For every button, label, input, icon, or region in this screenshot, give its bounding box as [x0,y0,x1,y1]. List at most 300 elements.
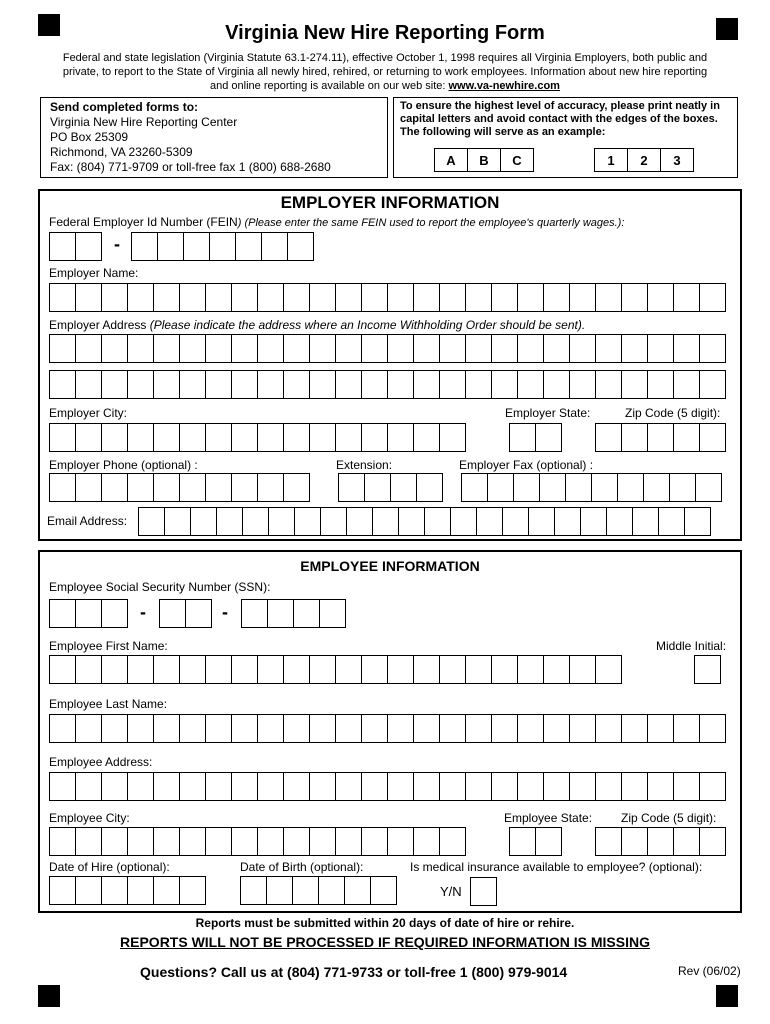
char-box[interactable] [335,714,362,743]
char-box[interactable] [695,473,722,502]
char-box[interactable] [517,283,544,312]
char-box[interactable] [75,473,102,502]
char-box[interactable] [231,334,258,363]
employee-state-label: Employee State: [504,811,593,825]
char-box[interactable] [309,772,336,801]
char-box[interactable] [131,232,158,261]
char-box[interactable] [231,370,258,399]
char-box[interactable] [344,876,371,905]
char-box[interactable] [387,423,414,452]
char-box[interactable] [569,283,596,312]
char-box[interactable] [294,507,321,536]
char-box[interactable] [127,876,154,905]
char-box[interactable] [179,714,206,743]
char-box[interactable] [621,370,648,399]
char-box[interactable] [179,283,206,312]
char-box[interactable] [49,283,76,312]
char-box[interactable] [413,714,440,743]
char-box[interactable] [595,283,622,312]
char-box[interactable] [673,370,700,399]
char-box[interactable] [439,772,466,801]
char-box[interactable] [153,423,180,452]
char-box[interactable] [49,232,76,261]
char-box[interactable] [673,714,700,743]
char-box[interactable] [183,232,210,261]
char-box[interactable] [49,334,76,363]
char-box[interactable] [491,283,518,312]
char-box[interactable] [617,473,644,502]
char-box[interactable] [543,655,570,684]
char-box[interactable] [49,827,76,856]
char-box[interactable] [179,473,206,502]
char-box[interactable] [439,827,466,856]
char-box[interactable] [335,283,362,312]
char-box[interactable] [543,283,570,312]
char-box[interactable] [509,423,536,452]
char-box[interactable] [699,283,726,312]
char-box[interactable] [673,827,700,856]
char-box[interactable] [621,772,648,801]
char-box[interactable] [491,655,518,684]
char-box[interactable] [49,473,76,502]
char-box[interactable] [101,334,128,363]
char-box[interactable] [49,714,76,743]
char-box[interactable] [75,655,102,684]
char-box[interactable] [75,827,102,856]
char-box[interactable] [231,655,258,684]
char-box[interactable] [283,772,310,801]
char-box[interactable] [179,334,206,363]
char-box[interactable] [231,473,258,502]
char-box[interactable] [335,772,362,801]
char-box[interactable] [673,334,700,363]
char-box[interactable] [595,714,622,743]
char-box[interactable] [101,772,128,801]
char-box[interactable] [569,370,596,399]
char-box[interactable] [240,876,267,905]
char-box[interactable] [699,370,726,399]
char-box[interactable] [517,370,544,399]
char-box[interactable] [179,876,206,905]
char-box[interactable] [216,507,243,536]
char-box[interactable] [699,423,726,452]
char-box[interactable] [535,827,562,856]
char-box[interactable] [179,423,206,452]
char-box[interactable] [267,599,294,628]
char-box[interactable] [49,599,76,628]
char-box[interactable] [153,370,180,399]
char-box[interactable] [413,370,440,399]
insurance-yn-box [470,877,496,906]
char-box[interactable] [293,599,320,628]
char-box[interactable] [153,714,180,743]
char-box[interactable] [694,655,721,684]
char-box[interactable] [439,370,466,399]
char-box[interactable] [669,473,696,502]
char-box[interactable] [153,772,180,801]
char-box[interactable] [127,423,154,452]
char-box[interactable] [235,232,262,261]
char-box[interactable] [127,772,154,801]
char-box[interactable] [309,423,336,452]
char-box[interactable] [372,507,399,536]
char-box[interactable] [101,370,128,399]
char-box[interactable] [413,283,440,312]
char-box[interactable] [361,370,388,399]
char-box[interactable] [309,827,336,856]
char-box[interactable] [591,473,618,502]
char-box[interactable] [75,423,102,452]
char-box[interactable] [231,714,258,743]
char-box[interactable] [101,423,128,452]
char-box[interactable] [361,714,388,743]
char-box[interactable] [231,827,258,856]
char-box[interactable] [153,655,180,684]
char-box[interactable] [364,473,391,502]
char-box[interactable] [535,423,562,452]
char-box[interactable] [699,714,726,743]
char-box[interactable] [361,423,388,452]
char-box[interactable] [190,507,217,536]
char-box[interactable] [309,655,336,684]
char-box[interactable] [335,655,362,684]
char-box[interactable] [621,334,648,363]
char-box[interactable] [101,473,128,502]
char-box[interactable] [205,473,232,502]
char-box[interactable] [580,507,607,536]
registration-mark-bottom-right [716,985,738,1007]
char-box[interactable] [569,334,596,363]
char-box[interactable] [257,655,284,684]
char-box[interactable] [413,334,440,363]
char-box[interactable] [283,283,310,312]
char-box[interactable] [647,423,674,452]
send-to-heading: Send completed forms to: [50,100,199,114]
char-box[interactable] [257,714,284,743]
char-box[interactable] [361,772,388,801]
char-box[interactable] [450,507,477,536]
char-box[interactable] [647,283,674,312]
char-box[interactable] [517,334,544,363]
char-box[interactable] [632,507,659,536]
char-box[interactable] [179,370,206,399]
char-box[interactable] [335,334,362,363]
char-box[interactable] [101,876,128,905]
char-box[interactable] [387,370,414,399]
char-box[interactable] [241,599,268,628]
char-box[interactable] [387,655,414,684]
char-box[interactable] [49,370,76,399]
char-box[interactable] [283,827,310,856]
char-box[interactable] [684,507,711,536]
char-box[interactable] [491,334,518,363]
char-box[interactable] [309,714,336,743]
employer-phone-label: Employer Phone (optional) : [49,458,198,472]
char-box[interactable] [595,423,622,452]
char-box[interactable] [465,283,492,312]
char-box[interactable] [387,827,414,856]
char-box[interactable] [387,714,414,743]
char-box[interactable] [517,655,544,684]
char-box[interactable] [75,370,102,399]
char-box[interactable] [209,232,236,261]
char-box[interactable] [49,772,76,801]
char-box[interactable] [157,232,184,261]
char-box[interactable] [699,334,726,363]
first-name-label: Employee First Name: [49,639,168,653]
char-box[interactable] [595,655,622,684]
char-box[interactable] [470,877,497,906]
extension-boxes [338,473,442,502]
char-box[interactable] [75,714,102,743]
char-box[interactable] [127,334,154,363]
char-box[interactable] [513,473,540,502]
char-box[interactable] [699,772,726,801]
char-box[interactable] [127,283,154,312]
char-box[interactable] [413,827,440,856]
employee-heading: EMPLOYEE INFORMATION [300,558,480,574]
char-box[interactable] [569,772,596,801]
char-box[interactable] [231,772,258,801]
char-box[interactable] [424,507,451,536]
char-box[interactable] [647,334,674,363]
send-to-line: Richmond, VA 23260-5309 [50,145,193,159]
char-box[interactable] [621,827,648,856]
char-box[interactable] [127,714,154,743]
char-box[interactable] [413,655,440,684]
char-box[interactable] [621,423,648,452]
char-box[interactable] [309,370,336,399]
employee-address-boxes [49,772,725,801]
char-box[interactable] [257,283,284,312]
char-box[interactable] [205,714,232,743]
employer-state-boxes [509,423,561,452]
char-box[interactable] [266,876,293,905]
char-box[interactable] [413,423,440,452]
char-box[interactable] [487,473,514,502]
char-box[interactable] [370,876,397,905]
char-box[interactable] [257,423,284,452]
char-box[interactable] [502,507,529,536]
char-box[interactable] [320,507,347,536]
char-box[interactable] [283,423,310,452]
char-box[interactable] [292,876,319,905]
char-box[interactable] [606,507,633,536]
char-box[interactable] [439,334,466,363]
char-box[interactable] [439,423,466,452]
char-box[interactable] [543,370,570,399]
char-box[interactable] [283,370,310,399]
char-box[interactable] [461,473,488,502]
char-box[interactable] [335,827,362,856]
char-box[interactable] [159,599,186,628]
char-box[interactable] [283,714,310,743]
char-box[interactable] [554,507,581,536]
char-box[interactable] [517,772,544,801]
char-box[interactable] [75,876,102,905]
char-box[interactable] [49,876,76,905]
char-box[interactable] [49,423,76,452]
char-box[interactable] [153,827,180,856]
example-instructions: To ensure the highest level of accuracy, please print neatly in capital letters and avoid contact with the edges of the boxes. The following will serve as an example: [400,100,720,138]
char-box[interactable] [231,283,258,312]
char-box[interactable] [257,827,284,856]
char-box[interactable] [127,370,154,399]
char-box[interactable] [465,772,492,801]
revision-label: Rev (06/02) [678,964,741,978]
char-box[interactable] [127,473,154,502]
char-box[interactable] [361,827,388,856]
char-box[interactable] [257,370,284,399]
char-box[interactable] [309,283,336,312]
char-box[interactable] [338,473,365,502]
send-to-line: Virginia New Hire Reporting Center [50,115,238,129]
char-box[interactable] [543,334,570,363]
char-box[interactable] [231,423,258,452]
char-box[interactable] [138,507,165,536]
middle-initial-box [694,655,720,684]
char-box[interactable] [621,283,648,312]
char-box[interactable] [309,334,336,363]
char-box[interactable] [75,283,102,312]
char-box[interactable] [101,827,128,856]
char-box[interactable] [205,827,232,856]
char-box[interactable] [101,283,128,312]
char-box[interactable] [413,772,440,801]
char-box[interactable] [565,473,592,502]
char-box[interactable] [287,232,314,261]
char-box[interactable] [153,473,180,502]
example-letters [434,148,533,172]
char-box[interactable] [361,334,388,363]
char-box[interactable] [75,772,102,801]
char-box[interactable] [335,370,362,399]
char-box[interactable] [205,334,232,363]
char-box[interactable] [179,772,206,801]
char-box[interactable] [101,714,128,743]
char-box[interactable] [673,772,700,801]
char-box[interactable] [621,714,648,743]
char-box[interactable] [261,232,288,261]
char-box[interactable] [283,655,310,684]
website-link[interactable]: www.va-newhire.com [448,80,560,92]
char-box[interactable] [153,876,180,905]
char-box[interactable] [205,772,232,801]
char-box[interactable] [539,473,566,502]
char-box[interactable] [346,507,373,536]
char-box[interactable] [127,655,154,684]
char-box[interactable] [242,507,269,536]
char-box[interactable] [509,827,536,856]
char-box[interactable] [127,827,154,856]
char-box[interactable] [179,655,206,684]
char-box[interactable] [465,334,492,363]
char-box[interactable] [75,599,102,628]
char-box[interactable] [75,334,102,363]
email-boxes [138,507,710,536]
char-box[interactable] [595,827,622,856]
fein-label [49,215,624,229]
char-box[interactable] [416,473,443,502]
char-box[interactable] [647,827,674,856]
char-box[interactable] [153,334,180,363]
employee-city-label: Employee City: [49,811,130,825]
char-box[interactable] [595,772,622,801]
char-box[interactable] [476,507,503,536]
char-box[interactable] [361,655,388,684]
char-box[interactable] [205,655,232,684]
char-box[interactable] [361,283,388,312]
char-box[interactable] [101,655,128,684]
char-box[interactable] [699,827,726,856]
char-box[interactable] [543,772,570,801]
char-box[interactable] [465,714,492,743]
char-box[interactable] [283,334,310,363]
char-box[interactable] [491,772,518,801]
char-box[interactable] [283,473,310,502]
char-box[interactable] [673,283,700,312]
char-box[interactable] [517,714,544,743]
char-box[interactable] [595,370,622,399]
char-box[interactable] [491,714,518,743]
char-box[interactable] [647,370,674,399]
char-box[interactable] [439,283,466,312]
char-box[interactable] [647,772,674,801]
char-box[interactable] [658,507,685,536]
char-box[interactable] [185,599,212,628]
char-box[interactable] [49,655,76,684]
char-box[interactable] [673,423,700,452]
char-box[interactable] [205,283,232,312]
char-box[interactable] [543,714,570,743]
char-box[interactable] [164,507,191,536]
char-box[interactable] [528,507,555,536]
char-box[interactable] [205,370,232,399]
fein-note: ) (Please enter the same FEIN used to report the employee's quarterly wages.): [237,217,625,229]
char-box[interactable] [205,423,232,452]
char-box[interactable] [390,473,417,502]
char-box[interactable] [257,772,284,801]
char-box[interactable] [439,714,466,743]
char-box[interactable] [268,507,295,536]
char-box[interactable] [398,507,425,536]
char-box[interactable] [387,772,414,801]
char-box[interactable] [318,876,345,905]
char-box[interactable] [569,714,596,743]
char-box[interactable] [465,655,492,684]
char-box[interactable] [319,599,346,628]
char-box[interactable] [387,283,414,312]
char-box[interactable] [595,334,622,363]
char-box[interactable] [75,232,102,261]
char-box[interactable] [465,370,492,399]
char-box[interactable] [491,370,518,399]
char-box[interactable] [439,655,466,684]
char-box[interactable] [335,423,362,452]
char-box[interactable] [257,473,284,502]
char-box[interactable] [179,827,206,856]
char-box[interactable] [257,334,284,363]
intro-body: Federal and state legislation (Virginia Statute 63.1-274.11), effective October 1, 1998 requires all Virginia Employers, both public and private, to report to the State of Virginia all newly hired, rehired, or returning to work employees. Information about new hire reporting and online reporting is available on our web site: [62,52,708,92]
employee-address-label: Employee Address: [49,755,153,769]
last-name-label: Employee Last Name: [49,697,168,711]
char-box[interactable] [643,473,670,502]
char-box[interactable] [647,714,674,743]
char-box[interactable] [101,599,128,628]
char-box[interactable] [387,334,414,363]
char-box[interactable] [569,655,596,684]
char-box[interactable] [153,283,180,312]
